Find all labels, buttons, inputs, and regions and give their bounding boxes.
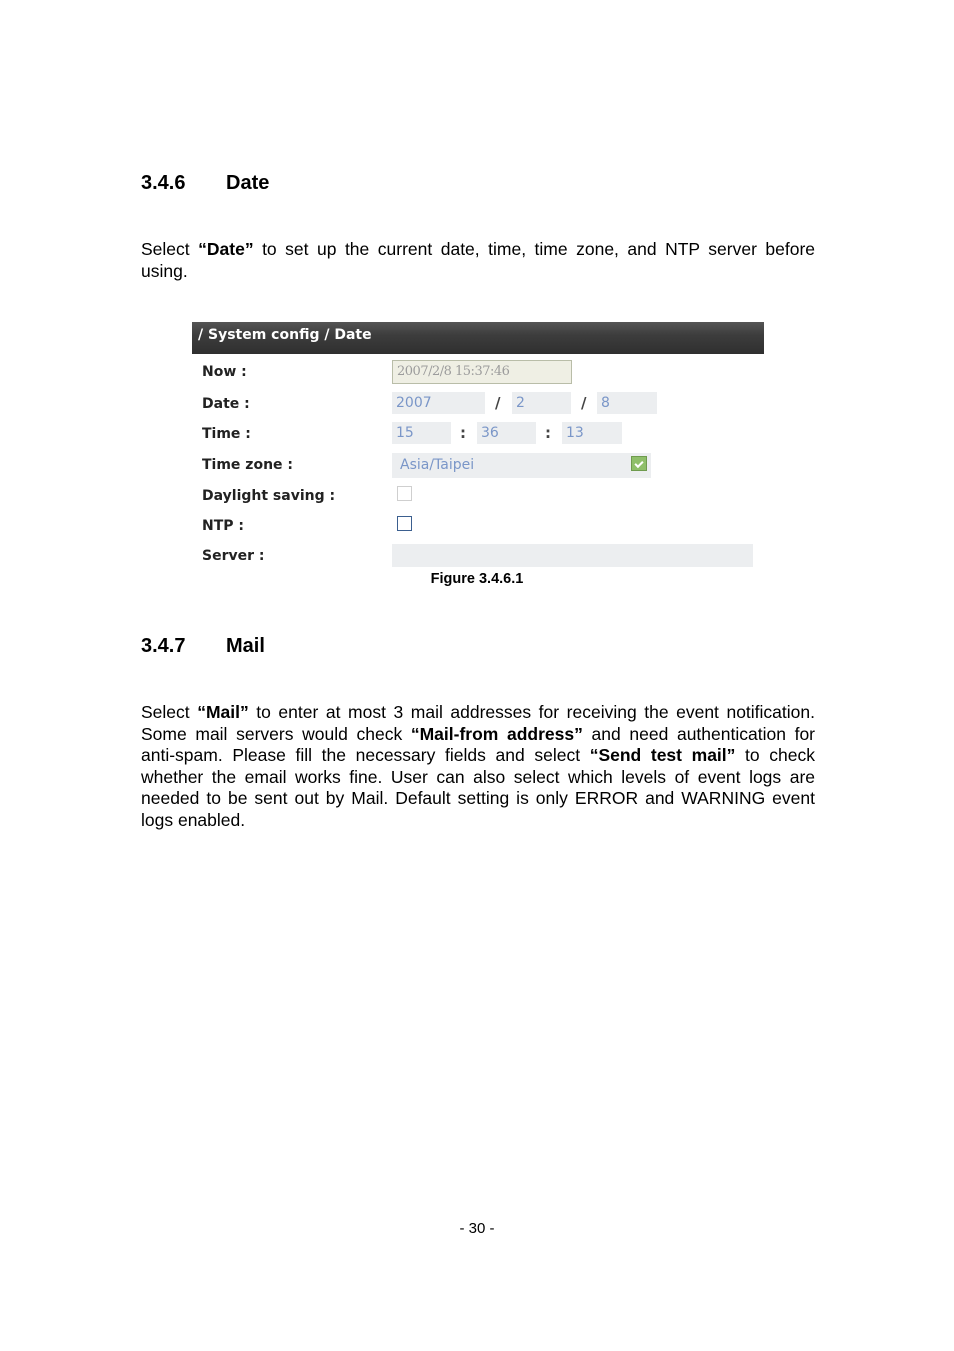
row-timezone xyxy=(192,453,764,481)
row-time xyxy=(192,422,764,450)
figure-breadcrumb-header: / System config / Date xyxy=(192,322,764,354)
server-input[interactable] xyxy=(392,544,753,567)
mail-description xyxy=(141,702,815,831)
section-number: 3.4.6 xyxy=(141,172,186,194)
row-server xyxy=(192,544,764,572)
section-title: Date xyxy=(226,172,270,194)
day-input[interactable]: 8 xyxy=(597,392,657,414)
hour-input[interactable]: 15 xyxy=(392,422,451,444)
date-description xyxy=(141,239,815,282)
second-input[interactable]: 13 xyxy=(562,422,622,444)
figure-caption: Figure 3.4.6.1 xyxy=(430,571,524,587)
ntp-label: NTP : xyxy=(202,518,244,534)
bold-run: “Send test mail” xyxy=(589,745,736,765)
bold-run: “Mail” xyxy=(197,702,249,722)
text-run: Select xyxy=(141,702,198,722)
date-separator: / xyxy=(581,394,587,412)
row-now xyxy=(192,360,764,388)
section-title: Mail xyxy=(226,635,265,657)
page-number: - 30 - xyxy=(459,1220,495,1237)
text-run: Select xyxy=(141,239,199,259)
timezone-select[interactable] xyxy=(392,453,651,478)
text-run: to set up the current date, time, time zone, and NTP server before using. xyxy=(141,239,816,281)
section-heading-mail xyxy=(141,635,265,658)
text-run: to check whether the email works fine. User can also select which levels of event logs are needed to be sent out by Mail. Default setting is only ERROR and WARNING event logs enabled. xyxy=(141,745,815,830)
now-field: 2007/2/8 15:37:46 xyxy=(392,360,572,384)
daylight-checkbox[interactable] xyxy=(397,486,412,501)
bold-run: “Date” xyxy=(198,239,254,259)
ntp-checkbox[interactable] xyxy=(397,516,412,531)
row-daylight xyxy=(192,484,764,512)
server-label: Server : xyxy=(202,548,265,564)
month-input[interactable]: 2 xyxy=(512,392,571,414)
timezone-selected-value: Asia/Taipei xyxy=(400,457,475,473)
chevron-down-icon[interactable] xyxy=(631,456,647,471)
bold-run: “Mail-from address” xyxy=(410,723,583,744)
time-label: Time : xyxy=(202,426,251,442)
section-heading-date xyxy=(141,172,269,195)
date-separator: / xyxy=(495,394,501,412)
daylight-label: Daylight saving : xyxy=(202,488,336,504)
minute-input[interactable]: 36 xyxy=(477,422,536,444)
row-ntp xyxy=(192,514,764,542)
text-run: and need authentication for anti-spam. Please fill the necessary fields and select xyxy=(141,723,816,765)
timezone-label: Time zone : xyxy=(202,457,294,473)
date-label: Date : xyxy=(202,396,250,412)
row-date xyxy=(192,392,764,420)
time-separator: : xyxy=(545,424,551,442)
now-label: Now : xyxy=(202,364,247,380)
time-separator: : xyxy=(460,424,466,442)
date-config-figure xyxy=(192,322,764,570)
section-number: 3.4.7 xyxy=(141,635,186,657)
year-input[interactable]: 2007 xyxy=(392,392,485,414)
text-run: to enter at most 3 mail addresses for receiving the event notification. Some mail servers would check xyxy=(141,702,815,744)
